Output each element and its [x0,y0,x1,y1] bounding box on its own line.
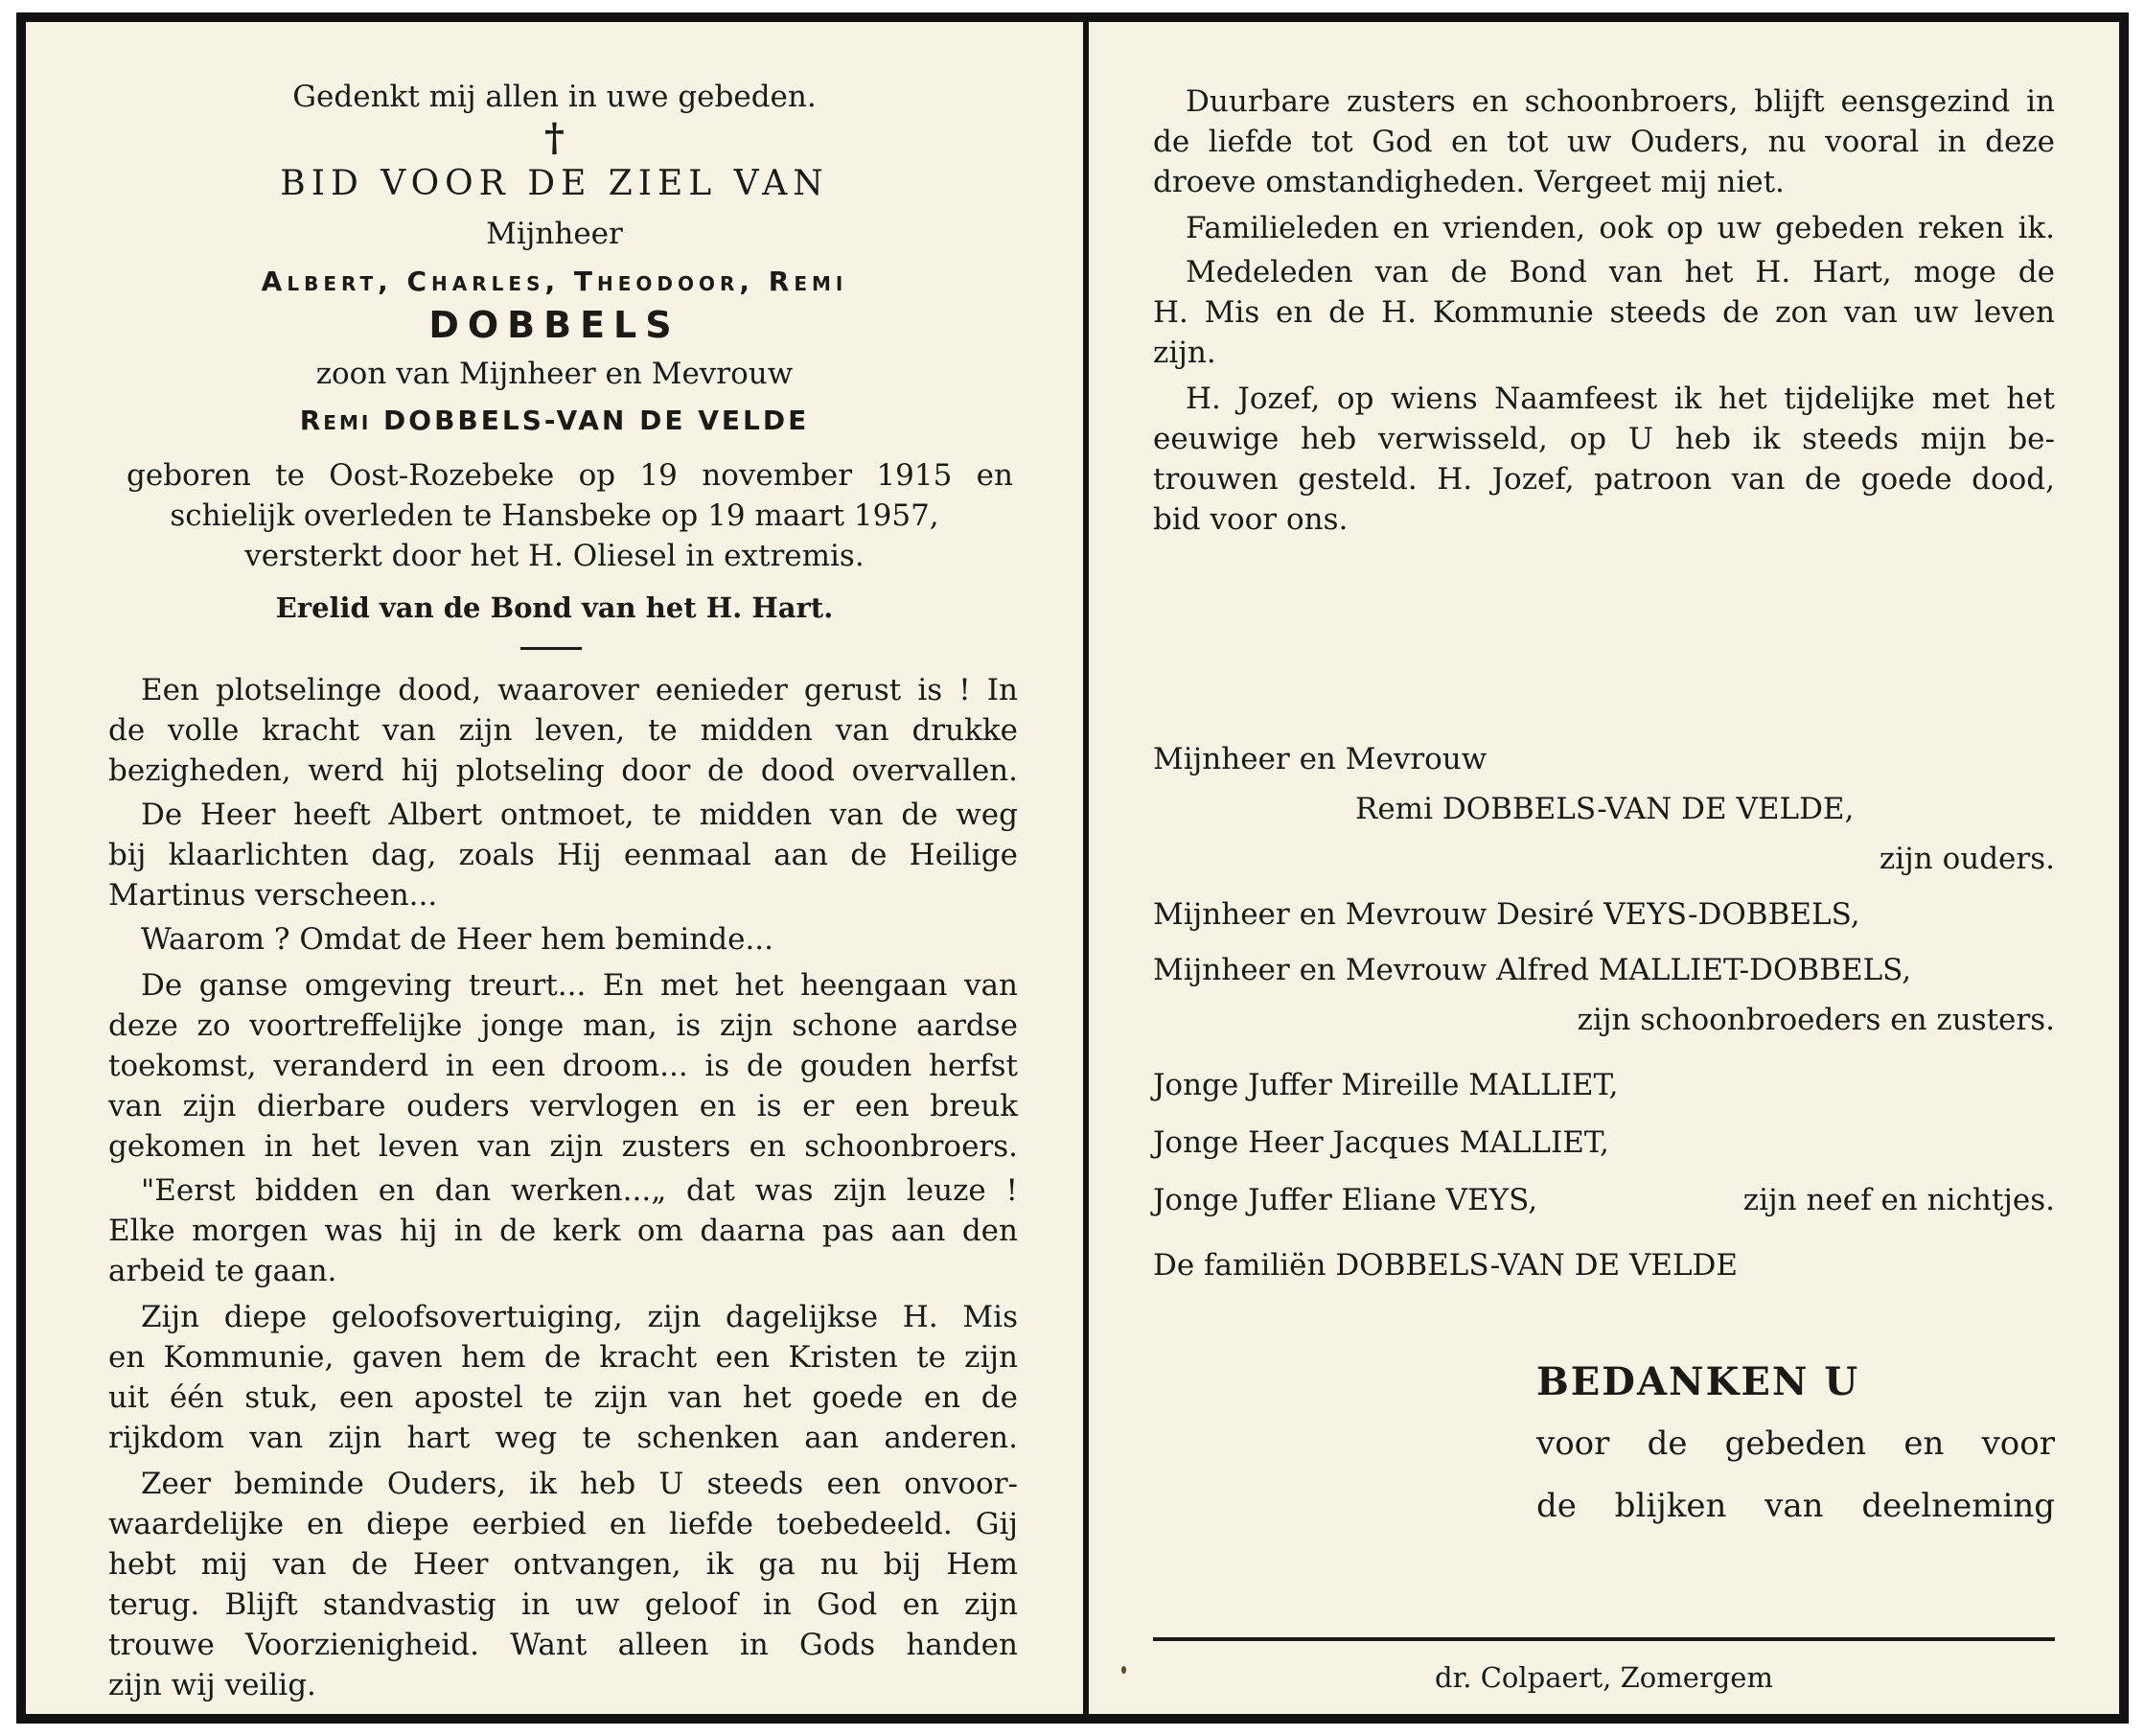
parents-name: Remi DOBBELS-VAN DE VELDE, [1355,792,1855,826]
divider [520,647,582,650]
text-line: zijn. [1153,336,1216,370]
text-line: waardelijke en diepe eerbied en liefde toebedeeld. Gij [108,1507,1018,1541]
parents-title: Mijnheer en Mevrouw [1153,742,1488,776]
text-line: Elke morgen was hij in de kerk om daarna pas aan den [108,1214,1018,1248]
text-line: zijn wij veilig. [108,1668,316,1702]
parents-intro: zoon van Mijnheer en Mevrouw [315,357,794,391]
text-line: Medeleden van de Bond van het H. Hart, moge de [1186,255,2055,289]
text-line: trouwe Voorzienigheid. Want alleen in Gods handen [108,1628,1018,1662]
parents-names: Remi DOBBELS-VAN DE VELDE [299,405,810,436]
child-line: Jonge Heer Jacques MALLIET, [1153,1125,1609,1160]
text-line: deze zo voortreffelijke jonge man, is zijn schone aardse [108,1008,1018,1043]
text-line: uit één stuk, een apostel te zijn van het goede en de [108,1380,1018,1415]
text-line: bid voor ons. [1153,502,1349,537]
text-line: rijkdom van zijn hart weg te schenken aan anderen. [108,1421,1018,1455]
text-line: hebt mij van de Heer ontvangen, ik ga nu bij Hem [108,1547,1018,1582]
text-line: arbeid te gaan. [108,1254,337,1288]
text-line: bij klaarlichten dag, zoals Hij eenmaal aan de Heilige [108,838,1018,872]
text-line: de volle kracht van zijn leven, te midden van drukke [108,713,1018,748]
thanks-title: BEDANKEN U [1536,1359,1860,1404]
siblings-role: zijn schoonbroeders en zusters. [1577,1003,2055,1037]
text-line: droeve omstandigheden. Vergeet mij niet. [1153,165,1785,199]
text-line: Martinus verscheen... [108,878,438,913]
membership: Erelid van de Bond van het H. Hart. [275,591,834,624]
sibling-line: Mijnheer en Mevrouw Alfred MALLIET-DOBBELS, [1153,953,1912,987]
thanks-line: de blijken van deelneming [1536,1487,2055,1525]
text-line: De Heer heeft Albert ontmoet, te midden van de weg [141,798,1018,832]
text-line: trouwen gesteld. H. Jozef, patroon van de goede dood, [1153,462,2055,497]
text-line: "Eerst bidden en dan werken...„ dat was zijn leuze ! [141,1173,1018,1208]
child-line: Jonge Juffer Eliane VEYS, [1153,1183,1538,1217]
life-line: versterkt door het H. Oliesel in extremis. [244,539,865,573]
text-line: en Kommunie, gaven hem de kracht een Kristen te zijn [108,1340,1018,1375]
text-line: De ganse omgeving treurt... En met het heengaan van [141,968,1018,1003]
text-line: van zijn dierbare ouders vervlogen en is er een breuk [108,1089,1018,1123]
text-line: bezigheden, werd hij plotseling door de dood overvallen. [108,753,1018,788]
honorific: Mijnheer [486,217,623,251]
text-line: gekomen in het leven van zijn zusters en schoonbroers. [108,1129,1018,1164]
sibling-line: Mijnheer en Mevrouw Desiré VEYS-DOBBELS, [1153,897,1860,932]
text-line: Zijn diepe geloofsovertuiging, zijn dagelijkse H. Mis [141,1300,1018,1334]
text-line: Zeer beminde Ouders, ik heb U steeds een onvoor- [141,1467,1018,1501]
parents-role: zijn ouders. [1879,842,2055,876]
surname: DOBBELS [428,304,680,346]
memorial-card [16,12,2129,1724]
text-line: terug. Blijft standvastig in uw geloof in God en zijn [108,1587,1018,1622]
text-line: H. Jozef, op wiens Naamfeest ik het tijdelijke met het [1186,382,2055,416]
text-line: Een plotselinge dood, waarover eenieder gerust is ! In [141,673,1018,707]
left-page [26,22,1083,1714]
children-role: zijn neef en nichtjes. [1742,1183,2055,1217]
text-line: H. Mis en de H. Kommunie steeds de zon van uw leven [1153,295,2055,330]
families-line: De familiën DOBBELS-VAN DE VELDE [1153,1248,1739,1283]
text-line: toekomst, veranderd in een droom... is de gouden herfst [108,1049,1018,1083]
life-line: geboren te Oost-Rozebeke op 19 november 1915 en [127,458,1013,493]
child-line: Jonge Juffer Mireille MALLIET, [1153,1068,1619,1102]
right-page [1089,22,2119,1714]
text-line: de liefde tot God en tot uw Ouders, nu vooral in deze [1153,125,2055,159]
pray-for-soul-heading: BID VOOR DE ZIEL VAN [280,164,829,203]
invocation: Gedenkt mij allen in uwe gebeden. [292,80,817,114]
thanks-line: voor de gebeden en voor [1536,1424,2055,1463]
text-line: Waarom ? Omdat de Heer hem beminde... [141,922,774,957]
text-line: eeuwige heb verwisseld, op U heb ik steeds mijn be- [1153,422,2055,456]
ink-spot [1121,1666,1126,1674]
text-line: Duurbare zusters en schoonbroers, blijft eensgezind in [1186,84,2055,119]
cross-icon: † [544,115,565,160]
footer-rule [1153,1637,2055,1641]
text-line: Familieleden en vrienden, ook op uw gebeden reken ik. [1186,211,2055,245]
given-names: Albert, Charles, Theodoor, Remi [261,266,848,297]
life-line: schielijk overleden te Hansbeke op 19 maart 1957, [170,498,939,533]
printer-credit: dr. Colpaert, Zomergem [1435,1661,1773,1694]
